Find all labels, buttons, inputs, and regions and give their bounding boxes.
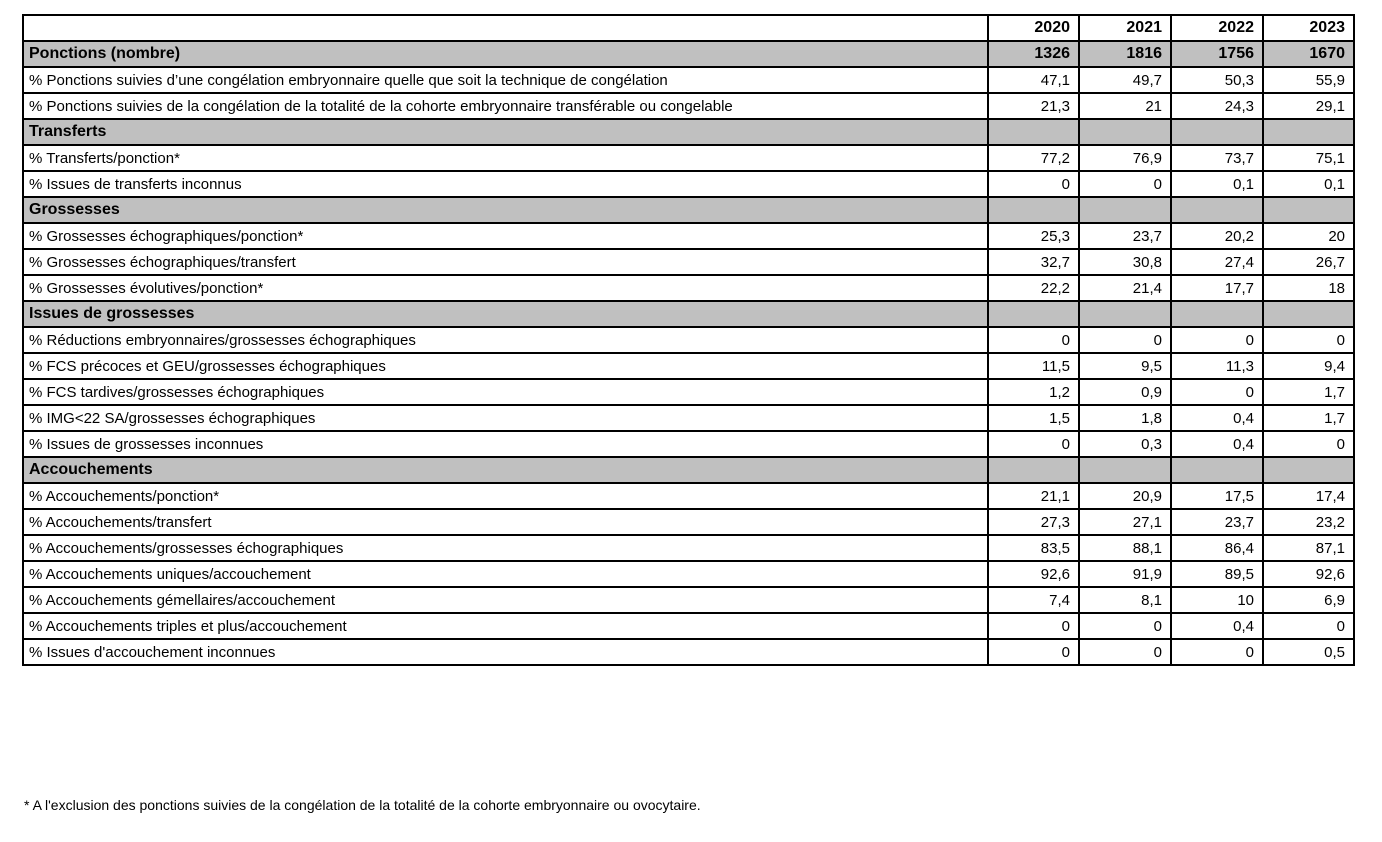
value-cell: 77,2 bbox=[988, 145, 1079, 171]
value-cell: 27,1 bbox=[1079, 509, 1171, 535]
footnote: * A l'exclusion des ponctions suivies de la congélation de la totalité de la cohorte embryonnaire ou ovocytaire. bbox=[24, 797, 701, 813]
row-label: % Issues de grossesses inconnues bbox=[23, 431, 988, 457]
value-cell: 0 bbox=[1079, 613, 1171, 639]
value-cell: 21,3 bbox=[988, 93, 1079, 119]
value-cell: 25,3 bbox=[988, 223, 1079, 249]
value-cell: 22,2 bbox=[988, 275, 1079, 301]
value-cell: 0 bbox=[1171, 639, 1263, 665]
table-row bbox=[23, 353, 1354, 379]
row-label: Issues de grossesses bbox=[23, 301, 988, 327]
value-cell: 9,5 bbox=[1079, 353, 1171, 379]
section-header-row bbox=[23, 41, 1354, 67]
value-cell: 1,7 bbox=[1263, 379, 1354, 405]
value-cell: 24,3 bbox=[1171, 93, 1263, 119]
value-cell: 73,7 bbox=[1171, 145, 1263, 171]
value-cell: 0 bbox=[988, 639, 1079, 665]
table-row bbox=[23, 93, 1354, 119]
value-cell: 0 bbox=[1079, 171, 1171, 197]
value-cell: 0,4 bbox=[1171, 431, 1263, 457]
value-cell: 0 bbox=[1171, 379, 1263, 405]
value-cell: 47,1 bbox=[988, 67, 1079, 93]
value-cell: 49,7 bbox=[1079, 67, 1171, 93]
row-label: % Réductions embryonnaires/grossesses échographiques bbox=[23, 327, 988, 353]
value-cell: 0 bbox=[1079, 639, 1171, 665]
row-label: % Accouchements uniques/accouchement bbox=[23, 561, 988, 587]
table-row bbox=[23, 327, 1354, 353]
year-header-cell: 2020 bbox=[988, 15, 1079, 41]
value-cell bbox=[1079, 457, 1171, 483]
year-header-cell: 2022 bbox=[1171, 15, 1263, 41]
table-row bbox=[23, 483, 1354, 509]
year-header-row bbox=[23, 15, 1354, 41]
value-cell: 21,1 bbox=[988, 483, 1079, 509]
value-cell: 50,3 bbox=[1171, 67, 1263, 93]
value-cell: 9,4 bbox=[1263, 353, 1354, 379]
value-cell: 0,4 bbox=[1171, 405, 1263, 431]
section-header-row bbox=[23, 457, 1354, 483]
value-cell: 17,7 bbox=[1171, 275, 1263, 301]
value-cell: 86,4 bbox=[1171, 535, 1263, 561]
value-cell: 1,8 bbox=[1079, 405, 1171, 431]
value-cell: 23,2 bbox=[1263, 509, 1354, 535]
row-label: % Accouchements gémellaires/accouchement bbox=[23, 587, 988, 613]
value-cell: 6,9 bbox=[1263, 587, 1354, 613]
value-cell: 0 bbox=[988, 431, 1079, 457]
table-row bbox=[23, 379, 1354, 405]
value-cell: 1,2 bbox=[988, 379, 1079, 405]
value-cell: 20,2 bbox=[1171, 223, 1263, 249]
value-cell: 1,7 bbox=[1263, 405, 1354, 431]
value-cell: 18 bbox=[1263, 275, 1354, 301]
value-cell: 1670 bbox=[1263, 41, 1354, 67]
value-cell: 1756 bbox=[1171, 41, 1263, 67]
stats-table bbox=[22, 14, 1355, 666]
value-cell: 0 bbox=[1079, 327, 1171, 353]
table-row bbox=[23, 587, 1354, 613]
year-header-cell: 2021 bbox=[1079, 15, 1171, 41]
row-label: % Ponctions suivies d’une congélation embryonnaire quelle que soit la technique de congélation bbox=[23, 67, 988, 93]
table-row bbox=[23, 431, 1354, 457]
row-label: % Accouchements triples et plus/accouchement bbox=[23, 613, 988, 639]
value-cell: 0 bbox=[1263, 613, 1354, 639]
row-label: % Accouchements/grossesses échographiques bbox=[23, 535, 988, 561]
value-cell bbox=[988, 457, 1079, 483]
table-row bbox=[23, 275, 1354, 301]
table-row bbox=[23, 145, 1354, 171]
value-cell: 0,1 bbox=[1263, 171, 1354, 197]
row-label: % Accouchements/ponction* bbox=[23, 483, 988, 509]
value-cell: 89,5 bbox=[1171, 561, 1263, 587]
table-row bbox=[23, 509, 1354, 535]
row-label: % FCS précoces et GEU/grossesses échographiques bbox=[23, 353, 988, 379]
row-label: % Accouchements/transfert bbox=[23, 509, 988, 535]
corner-cell bbox=[23, 15, 988, 41]
value-cell bbox=[1263, 457, 1354, 483]
value-cell: 0 bbox=[1263, 431, 1354, 457]
value-cell: 55,9 bbox=[1263, 67, 1354, 93]
row-label: % IMG<22 SA/grossesses échographiques bbox=[23, 405, 988, 431]
row-label: % Issues d'accouchement inconnues bbox=[23, 639, 988, 665]
section-header-row bbox=[23, 197, 1354, 223]
row-label: % Ponctions suivies de la congélation de la totalité de la cohorte embryonnaire transférable ou congelable bbox=[23, 93, 988, 119]
table-row bbox=[23, 535, 1354, 561]
row-label: % FCS tardives/grossesses échographiques bbox=[23, 379, 988, 405]
value-cell: 75,1 bbox=[1263, 145, 1354, 171]
value-cell: 87,1 bbox=[1263, 535, 1354, 561]
value-cell bbox=[1171, 197, 1263, 223]
row-label: % Grossesses évolutives/ponction* bbox=[23, 275, 988, 301]
table-row bbox=[23, 639, 1354, 665]
value-cell: 21,4 bbox=[1079, 275, 1171, 301]
value-cell: 32,7 bbox=[988, 249, 1079, 275]
table-row bbox=[23, 223, 1354, 249]
value-cell bbox=[988, 197, 1079, 223]
value-cell bbox=[1079, 197, 1171, 223]
value-cell: 20 bbox=[1263, 223, 1354, 249]
table-row bbox=[23, 405, 1354, 431]
stats-table-body bbox=[23, 41, 1354, 665]
value-cell: 30,8 bbox=[1079, 249, 1171, 275]
value-cell: 23,7 bbox=[1171, 509, 1263, 535]
value-cell: 26,7 bbox=[1263, 249, 1354, 275]
table-row bbox=[23, 171, 1354, 197]
year-header-cell: 2023 bbox=[1263, 15, 1354, 41]
value-cell: 0 bbox=[988, 327, 1079, 353]
section-header-row bbox=[23, 301, 1354, 327]
value-cell: 76,9 bbox=[1079, 145, 1171, 171]
value-cell bbox=[1079, 119, 1171, 145]
value-cell: 1,5 bbox=[988, 405, 1079, 431]
value-cell bbox=[1263, 197, 1354, 223]
value-cell: 21 bbox=[1079, 93, 1171, 119]
row-label: % Grossesses échographiques/ponction* bbox=[23, 223, 988, 249]
value-cell: 20,9 bbox=[1079, 483, 1171, 509]
stats-table-container bbox=[22, 14, 1355, 666]
table-row bbox=[23, 249, 1354, 275]
value-cell: 1326 bbox=[988, 41, 1079, 67]
value-cell: 0 bbox=[1263, 327, 1354, 353]
value-cell bbox=[1079, 301, 1171, 327]
value-cell: 0,9 bbox=[1079, 379, 1171, 405]
row-label: Ponctions (nombre) bbox=[23, 41, 988, 67]
value-cell: 1816 bbox=[1079, 41, 1171, 67]
value-cell bbox=[988, 119, 1079, 145]
value-cell: 0,4 bbox=[1171, 613, 1263, 639]
table-row bbox=[23, 67, 1354, 93]
value-cell: 23,7 bbox=[1079, 223, 1171, 249]
value-cell: 8,1 bbox=[1079, 587, 1171, 613]
value-cell: 0,3 bbox=[1079, 431, 1171, 457]
value-cell: 83,5 bbox=[988, 535, 1079, 561]
value-cell: 0,5 bbox=[1263, 639, 1354, 665]
value-cell: 17,4 bbox=[1263, 483, 1354, 509]
table-row bbox=[23, 613, 1354, 639]
value-cell: 27,3 bbox=[988, 509, 1079, 535]
value-cell: 7,4 bbox=[988, 587, 1079, 613]
value-cell: 27,4 bbox=[1171, 249, 1263, 275]
value-cell bbox=[988, 301, 1079, 327]
value-cell: 10 bbox=[1171, 587, 1263, 613]
value-cell bbox=[1263, 119, 1354, 145]
value-cell: 0,1 bbox=[1171, 171, 1263, 197]
value-cell: 11,3 bbox=[1171, 353, 1263, 379]
value-cell: 0 bbox=[988, 613, 1079, 639]
row-label: % Grossesses échographiques/transfert bbox=[23, 249, 988, 275]
value-cell bbox=[1171, 457, 1263, 483]
value-cell: 29,1 bbox=[1263, 93, 1354, 119]
value-cell: 0 bbox=[988, 171, 1079, 197]
row-label: % Transferts/ponction* bbox=[23, 145, 988, 171]
row-label: Transferts bbox=[23, 119, 988, 145]
value-cell bbox=[1171, 301, 1263, 327]
row-label: Grossesses bbox=[23, 197, 988, 223]
row-label: Accouchements bbox=[23, 457, 988, 483]
table-row bbox=[23, 561, 1354, 587]
value-cell: 0 bbox=[1171, 327, 1263, 353]
value-cell: 91,9 bbox=[1079, 561, 1171, 587]
value-cell bbox=[1263, 301, 1354, 327]
value-cell: 92,6 bbox=[1263, 561, 1354, 587]
row-label: % Issues de transferts inconnus bbox=[23, 171, 988, 197]
value-cell: 88,1 bbox=[1079, 535, 1171, 561]
section-header-row bbox=[23, 119, 1354, 145]
value-cell: 11,5 bbox=[988, 353, 1079, 379]
value-cell: 17,5 bbox=[1171, 483, 1263, 509]
value-cell: 92,6 bbox=[988, 561, 1079, 587]
value-cell bbox=[1171, 119, 1263, 145]
